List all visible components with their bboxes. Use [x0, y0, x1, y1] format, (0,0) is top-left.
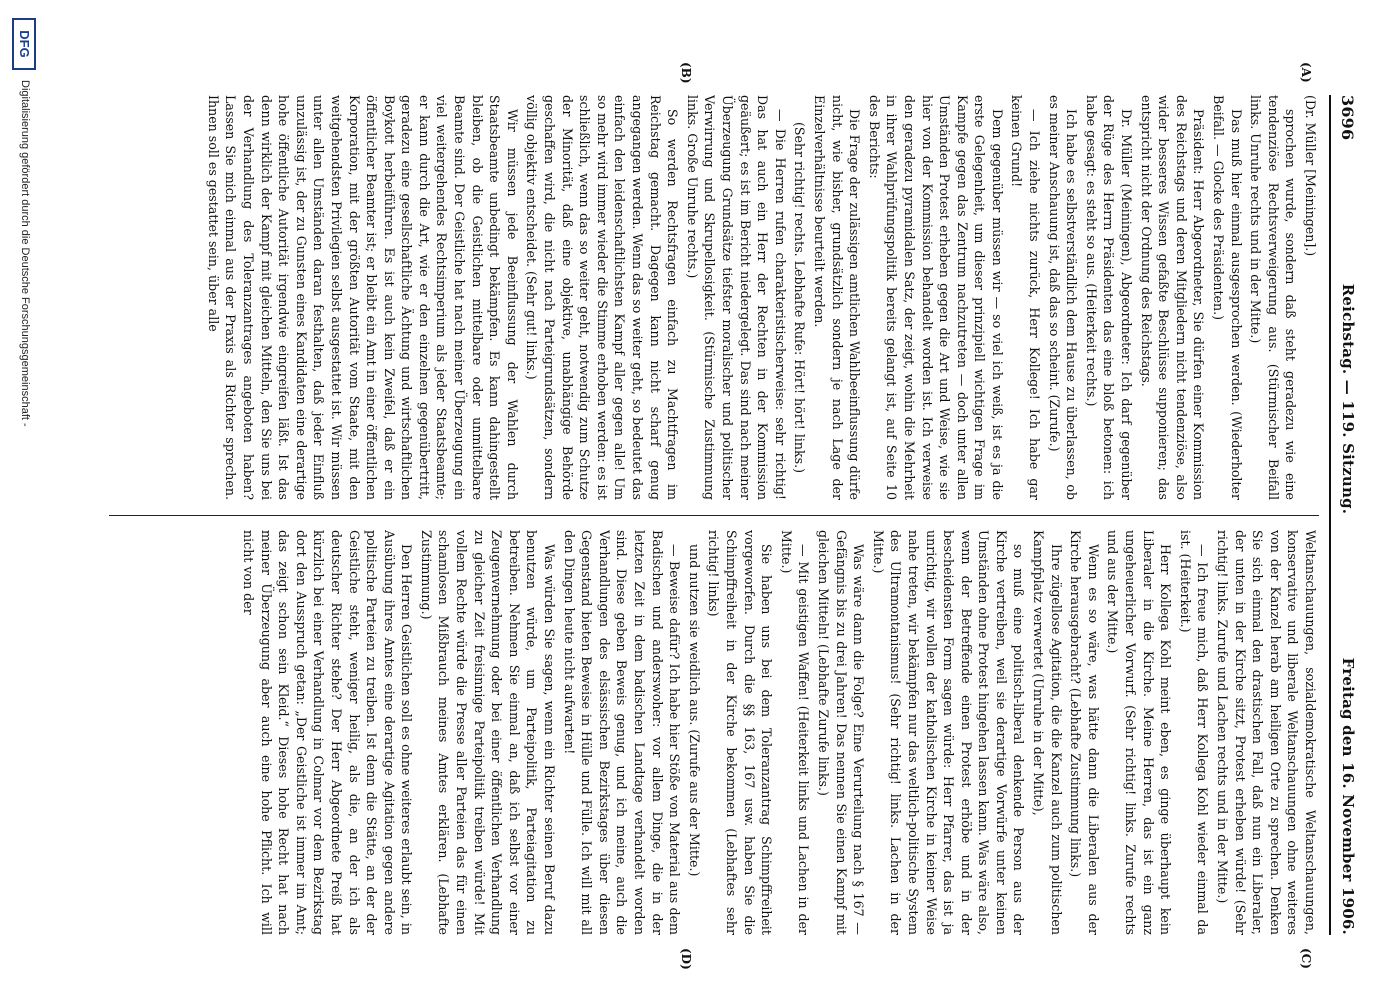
paragraph: — Ich ziehe nichts zurück, Herr Kollege! Ich habe gar keinen Grund! — [1009, 95, 1043, 500]
digitization-credit: Digitalisierung gefördert durch die Deutsche Forschungsgemeinschaft - — [19, 80, 31, 427]
paragraph: Herr Kollega Kohl meint eben, es ginge überhaupt kein Liberaler in die Kirche. Meine Herren, das ist ein ganz ungeheuerlicher Vorwurf. (Sehr richtig! links. Zurufe rechts und aus der Mitte.) — [1105, 530, 1174, 935]
paragraph: Den Herren Geistlichen soll es ohne weiteres erlaubt sein, in Ausübung ihres Amtes eine derartige Agitation gegen andere politische Parteien zu treiben. Ist denn die Stätte, an der der Geistliche steht, weniger heilig, als die, an der ich als deutscher Richter stehe? Der Herr Abgeordnete Preiß hat kürzlich bei einer Verhandlung in Colmar vor dem Bezirkstag dort den Ausspruch getan: „Der Geistliche ist immer im Amt; das zeigt schon sein Kleid.“ Dieses hohe Recht hat nach meiner Überzeugung aber auch eine hohe Pflicht. Ich will nicht von der — [240, 530, 415, 935]
paragraph: Dr. Müller (Meiningen), Abgeordneter: Ich darf gegenüber der Rüge des Herrn Präsidenten das eine bloß betonen: ich habe gesagt: es steht so aus. (Heiterkeit rechts.) — [1083, 95, 1135, 500]
page-header — [1329, 95, 1365, 935]
paragraph: Was würden Sie sagen, wenn ein Richter seinen Beruf dazu benutzen würde, um Parteipolitik, Parteiagitation zu betreiben. Nehmen Sie einmal an, daß ich selbst vor einer Zeugenvernehmung oder bei einer öffentlichen Verhandlung zu gleicher Zeit freisinnige Parteipolitik treiben würde! Mit vollem Rechte würde die Presse aller Parteien das für einen schamlosen Mißbrauch meines Amtes erklären. (Lebhafte Zustimmung.) — [418, 530, 558, 935]
paragraph: Was wäre dann die Folge? Eine Verurteilung nach § 167 — Gefängnis bis zu drei Jahren! Das nennen Sie einen Kampf mit gleichen Mitteln! (Lebhafte Zurufe links.) — [815, 530, 867, 935]
paragraph: Dem gegenüber müssen wir — so viel ich weiß, ist es ja die erste Gelegenheit, um dieser prinzipiell wichtigen Frage im Kampfe gegen das Zentrum nachzutreten — doch unter allen Umständen Protest erheben gegen die Art und Weise, wie sie hier von der Kommission behandelt worden ist. Ich verweise den geradezu pyramidalen Satz, der zeigt, wohin die Mehrheit in ihrer Wahlprüfungspolitik bereits gelangt ist, auf Seite 10 des Berichts: — [866, 95, 1005, 500]
page-title: Reichstag. — 119. Sitzung. — [1339, 283, 1357, 515]
paragraph: Wir müssen jede Beeinflussung der Wahlen durch Staatsbeamte unbedingt bekämpfen. Es kann dahingestellt bleiben, ob die Geistlichen mittelbare oder unmittelbare Beamte sind. Der Geistliche hat nach meiner Überzeugung ein viel weitergehendes Rechtsimperium als jeder Staatsbeamte; er kann durch die Art, wie er den einzelnen gegenübertritt, geradezu eine gesellschaftliche Ächtung und wirtschaftlichen Boykott herbeiführen. Es ist auch kein Zweifel, daß er ein öffentlicher Beamter ist; er bleibt ein Amt in einer öffentlichen Korporation, mit der größten Autorität vom Staate, mit den weitgehendsten Privilegien selbst ausgestattet ist. Wir müssen unter allen Umständen daran festhalten, daß jeder Einfluß unzulässig ist, der zu Gunsten eines Kandidaten eine derartige hohe öffentliche Autorität irgendwie eingreifen läßt. Ist das denn wirklich der Kampf mit gleichen Mitteln, den Sie uns bei der Verhandlung des Toleranzantrages angeboten haben? Lassen Sie mich einmal aus der Praxis als Richter sprechen. Ihnen soll es gestattet sein, über alle — [205, 95, 520, 500]
paragraph: und nutzen sie weidlich aus. (Zurufe aus der Mitte.) — [686, 544, 702, 877]
issue-date: Freitag den 16. November 1906. — [1339, 657, 1357, 935]
left-column — [109, 95, 1319, 500]
margin-mark-a: (A) — [1299, 62, 1313, 83]
dfg-logo: DFG — [12, 18, 36, 70]
paragraph: — Die Herren rufen charakteristischerweise: sehr richtig! Das hat auch ein Herr der Rechten in der Kommission geäußert; es ist im Bericht niedergelegt. Das sind nach meiner Überzeugung Grundsätze tiefster moralischer und politischer Verwirrung und Skrupellosigkeit. (Stürmische Zustimmung links. Große Unruhe rechts.) — [684, 95, 788, 500]
column-divider — [109, 515, 1319, 516]
paragraph: Präsident: Herr Abgeordneter, Sie dürfen einer Kommission des Reichstags und deren Mitgliedern nicht tendenziöse, also wider besseres Wissen gefaßte Beschlüsse supponieren; das entspricht nicht der Ordnung des Reichstags. — [1138, 95, 1207, 500]
interjection: (Sehr richtig! rechts. Lebhafte Rufe: Hört! hört! links.) — [792, 121, 808, 474]
paragraph: Ihre zügellose Agitation, die die Kanzel auch zum politischen Kampfplatz verwertet (Unruhe in der Mitte), — [1031, 530, 1064, 935]
speaker-tag: (Dr. Müller [Meiningen].) — [1303, 95, 1318, 257]
paragraph: So werden Rechtsfragen einfach zu Machtfragen im Reichstag gemacht. Dagegen kann nicht scharf genug angegangen werden. Wenn das so weiter geht, so bedeutet das einfach den leidenschaftlichsten Kampf aller gegen alle! Um so mehr wird immer wieder die Stimme erhoben werden: es ist schließlich, wenn das so weiter geht, notwendig zum Schutze der Minorität, daß eine objektive, unabhängige Behörde geschaffen wird, die nicht nach Parteigrundsätzen, sondern völlig objektiv entscheidet. (Sehr gut! links.) — [524, 95, 681, 500]
paragraph: Ich habe es selbstverständlich dem Hause zu überlassen, ob es meiner Anschauung ist, daß das so scheint. (Zurufe.) — [1046, 95, 1080, 500]
paragraph: Das muß hier einmal ausgesprochen werden. (Wiederholter Beifall. — Glocke des Präsidenten.) — [1211, 95, 1244, 500]
margin-mark-d: (D) — [679, 948, 693, 970]
paragraph: sprochen wurde, sondern daß steht geradezu wie eine tendenziöse Rechtsverweigerung aus. (Stürmischer Beifall links. Unruhe rechts und in der Mitte.) — [1248, 95, 1299, 500]
paragraph: Sie haben uns bei dem Toleranzantrag Schimpffreiheit vorgeworfen. Durch die §§ 163, 167 usw. haben Sie die Schimpffreiheit in der Kirche bekommen (Lebhaftes sehr richtig! links) — [706, 530, 775, 935]
paragraph: — Beweise dafür? Ich habe hier Stöße von Material aus dem Badischen und anderswoher: vor allem Dinge, die in der letzten Zeit in dem badischen Landtage verhandelt worden sind. Diese geben Beweis genug, und ich meine, auch die Verhandlungen des elsässischen Bezirkstages über diesen Gegenstand bieten Beweise in Hülle und Fülle. Ich will mit all den Dingen heute nicht aufwarten! — [561, 530, 683, 935]
paragraph: — Ich freue mich, daß Herr Kollega Kohl wieder einmal da ist. (Heiterkeit.) — [1177, 530, 1211, 935]
paragraph: Wenn es so wäre, was hätte dann die Liberalen aus der Kirche herausgebracht? (Lebhafte Zustimmung links.) — [1068, 530, 1101, 935]
page-number: 3696 — [1338, 95, 1358, 141]
margin-mark-c: (C) — [1299, 948, 1313, 969]
paragraph: Weltanschauungen, sozialdemokratische Weltanschauungen, konservative und liberale Weltanschauungen ohne weiteres von der Kanzel herab am heiligen Orte zu sprechen. Denken Sie sich einmal den drastischen Fall, daß nun ein Liberaler, der unten in der Kirche sitzt, Protest erheben würde! (Sehr richtig! links. Zurufe und Lachen rechts und in der Mitte.) — [1215, 530, 1318, 935]
paragraph: Die Frage der zulässigen amtlichen Wahlbeeinflussung dürfe nicht, wie bisher, grundsätzlich sondern je nach Lage der Einzelverhältnisse beurteilt werden. — [811, 95, 863, 500]
paragraph: — Mit geistigen Waffen! (Heiterkeit links und Lachen in der Mitte.) — [778, 530, 812, 935]
paragraph: so muß eine politisch-liberal denkende Person aus der Kirche vertreiben, weil sie derartige Vorwürfe unter keinen Umständen ohne Protest hingehen lassen kann. Was wäre also, wenn der Betreffende einen Protest erhöbe und in der bescheidensten Form sagen würde: Herr Pfarrer, das ist ja unrichtig, wir wollen der katholischen Kirche in keiner Weise nahe treten, wir bekämpfen nur das weltlich-politische System des Ultramontanismus! (Sehr richtig! links. Lachen in der Mitte.) — [870, 530, 1027, 935]
margin-mark-b: (B) — [679, 62, 693, 84]
right-column — [109, 530, 1319, 935]
